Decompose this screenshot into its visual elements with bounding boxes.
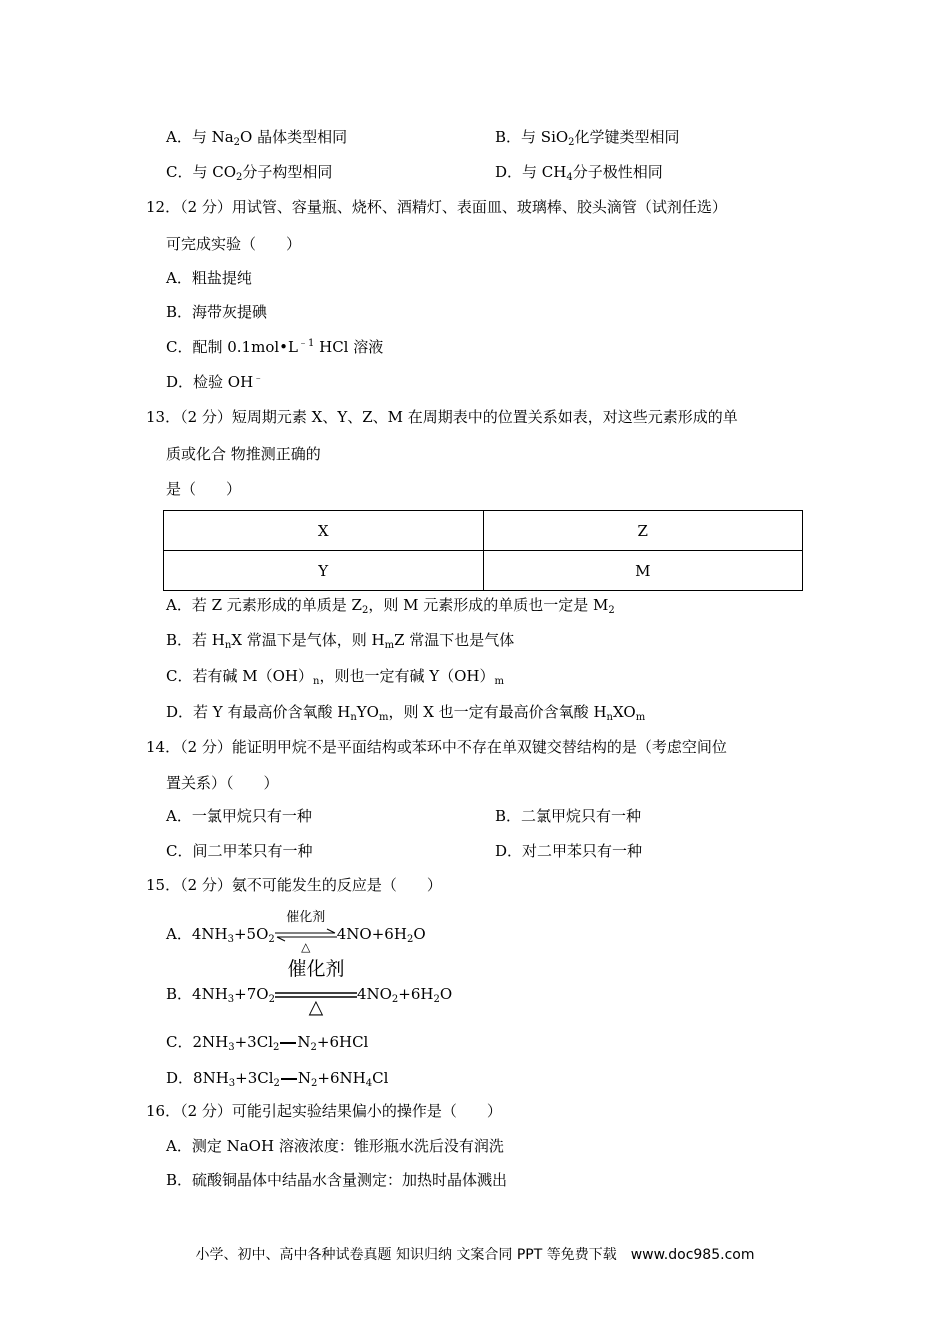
q14-option-c: C．间二甲苯只有一种 [166, 842, 313, 860]
table-cell-z: Z [483, 511, 803, 551]
equals-sign-icon [279, 1033, 297, 1053]
q13-option-a: A．若 Z 元素形成的单质是 $Z_2$，则 M 元素形成的单质也一定是 $M_2$ [166, 596, 615, 616]
q13-option-d: D．若 Y 有最高价含氧酸 $H_nYO_m$，则 X 也一定有最高价含氧酸 $H_nXO_m$ [166, 703, 646, 723]
table-cell-y: Y [164, 551, 484, 591]
table-row [164, 551, 803, 591]
reversible-arrow-icon: 催化剂 △ [275, 925, 337, 945]
q11-option-c: C．与 $CO_2$分子构型相同 [166, 163, 333, 183]
q13-stem-line2: 质或化合 物推测正确的 [166, 445, 321, 463]
q11-option-d: D．与 $CH_4$分子极性相同 [495, 163, 663, 183]
q12-option-b: B．海带灰提碘 [166, 303, 268, 321]
q16-stem: 16．（2 分）可能引起实验结果偏小的操作是（ ） [146, 1102, 502, 1120]
q12-option-d: D．检验 OH﹣ [166, 373, 264, 391]
q14-stem-line1: 14．（2 分）能证明甲烷不是平面结构或苯环中不存在单双键交替结构的是（考虑空间位 [146, 738, 727, 756]
q15-stem: 15．（2 分）氨不可能发生的反应是（ ） [146, 876, 442, 894]
q11-option-a: A．与 $Na_2O$ 晶体类型相同 [166, 128, 348, 148]
page-footer: 小学、初中、高中各种试卷真题 知识归纳 文案合同 PPT 等免费下载 www.doc985.com [195, 1247, 755, 1263]
q15-option-b: B．$4NH_3+7O_2$ 催化剂 △ $4NO_2+6H_2O$ [166, 958, 453, 1018]
q14-option-b: B．二氯甲烷只有一种 [495, 807, 642, 825]
q12-stem-line2: 可完成实验（ ） [166, 235, 302, 253]
q13-option-b: B．若 $H_nX$ 常温下是气体，则 $H_mZ$ 常温下也是气体 [166, 631, 515, 651]
q13-stem-line3: 是（ ） [166, 480, 242, 498]
equals-arrow-icon: 催化剂 △ [287, 958, 345, 1018]
q14-stem-line2: 置关系）（ ） [166, 774, 279, 792]
table-cell-m: M [483, 551, 803, 591]
table-cell-x: X [164, 511, 484, 551]
periodic-position-table [163, 510, 803, 591]
q12-option-a: A．粗盐提纯 [166, 269, 252, 287]
q14-option-a: A．一氯甲烷只有一种 [166, 807, 312, 825]
q16-option-b: B．硫酸铜晶体中结晶水含量测定：加热时晶体溅出 [166, 1171, 508, 1189]
q11-option-b: B．与 SiO$_2$化学键类型相同 [495, 128, 680, 148]
equals-sign-icon [280, 1069, 298, 1089]
q14-option-d: D．对二甲苯只有一种 [495, 842, 643, 860]
q16-option-a: A．测定 NaOH 溶液浓度：锥形瓶水洗后没有润洗 [166, 1137, 504, 1155]
q12-option-c: C．配制 $0.1mol•L^{﹣1}$ HCl 溶液 [166, 338, 384, 356]
q12-stem-line1: 12．（2 分）用试管、容量瓶、烧杯、酒精灯、表面皿、玻璃棒、胶头滴管（试剂任选） [146, 198, 727, 216]
q13-stem-line1: 13．（2 分）短周期元素 X、Y、Z、M 在周期表中的位置关系如表，对这些元素形成的单 [146, 408, 738, 426]
q15-option-d: D．$8NH_3+3Cl_2$ $N_2+6NH_4Cl$ [166, 1069, 389, 1089]
q15-option-c: C．$2NH_3+3Cl_2$ $N_2+6HCl$ [166, 1033, 369, 1053]
table-row [164, 511, 803, 551]
q13-option-c: C．若有碱 $M(OH)_n$，则也一定有碱 $Y(OH)_m$ [166, 667, 504, 687]
q15-option-a: A．$4NH_3+5O_2$ 催化剂 △ $4NO+6H_2O$ [166, 910, 426, 954]
